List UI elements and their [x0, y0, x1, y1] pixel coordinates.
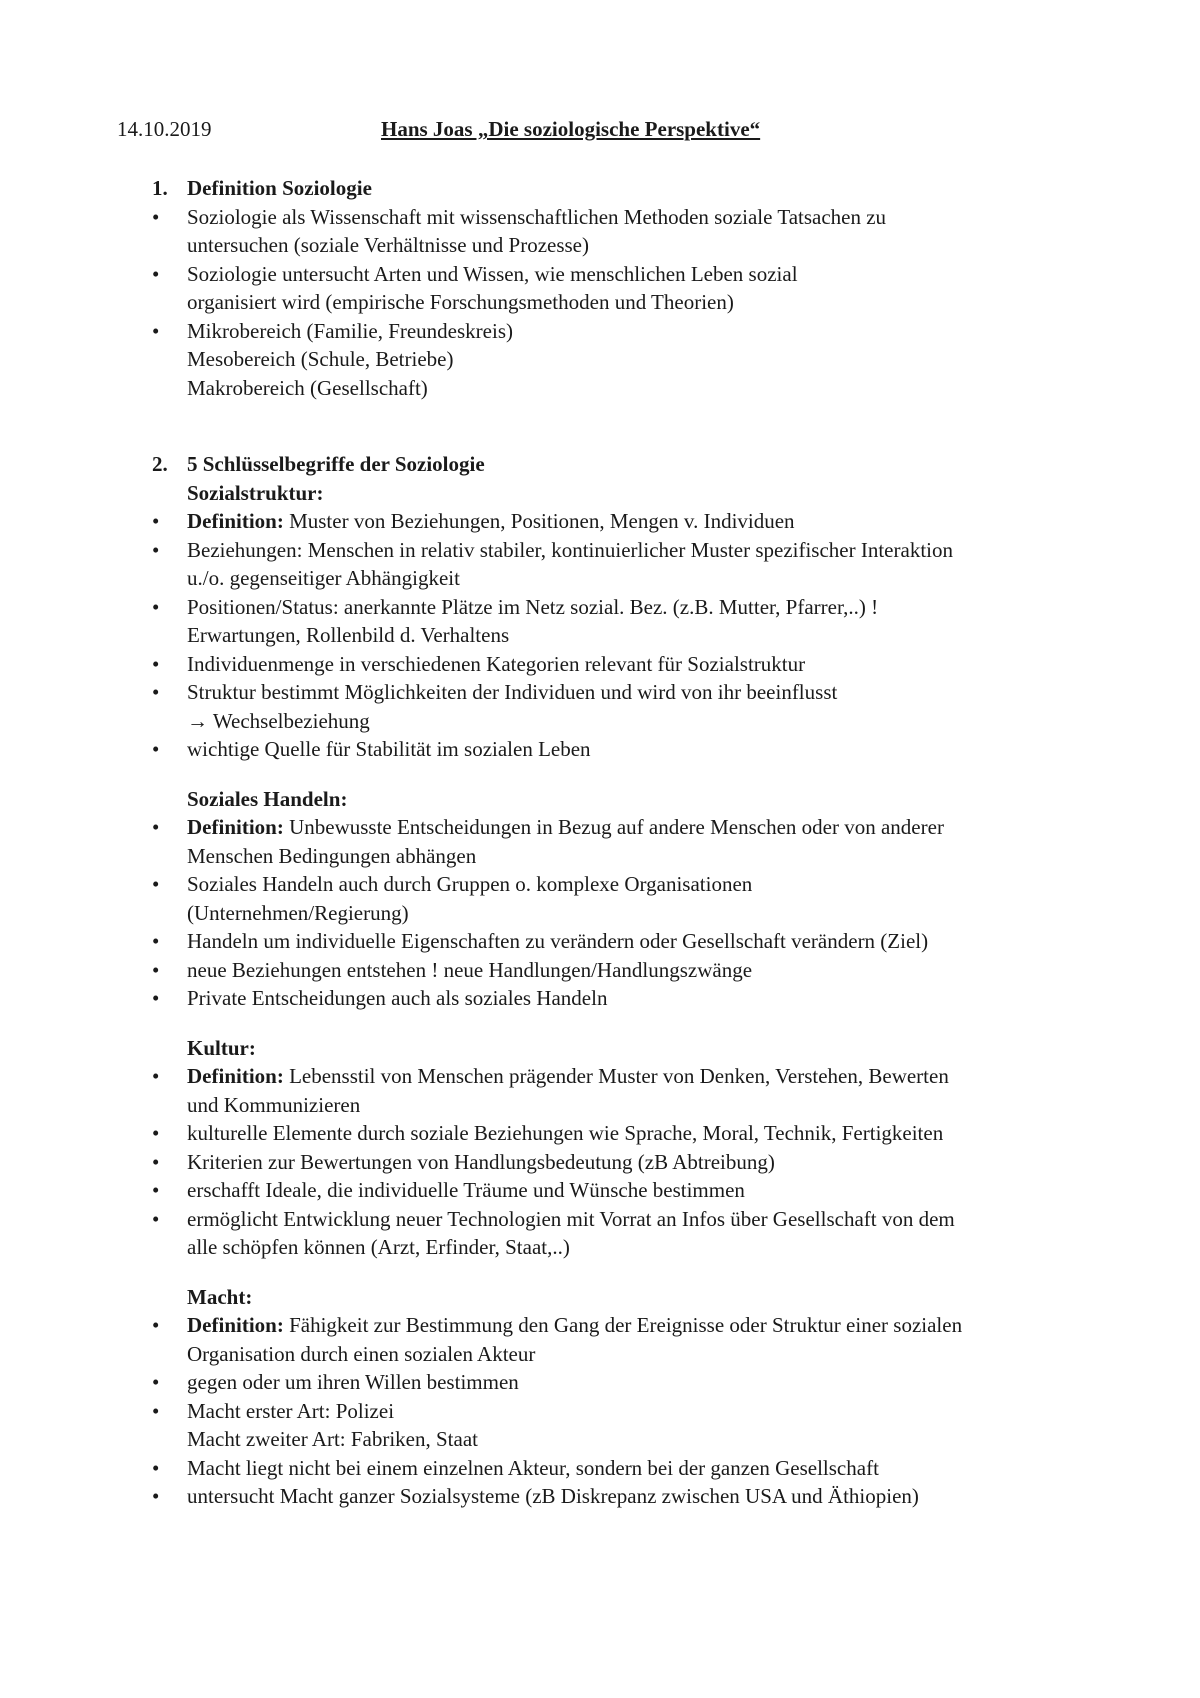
bullet-icon: • [152, 1398, 160, 1423]
document-body [152, 174, 1102, 1511]
list-item-text: Mikrobereich (Familie, Freundeskreis) [187, 318, 513, 343]
list-item-text: Soziologie als Wissenschaft mit wissenschaftlichen Methoden soziale Tatsachen zu [187, 204, 887, 229]
list-item [152, 678, 1102, 735]
list-item [152, 1311, 1102, 1368]
bullet-list-sozialstruktur [152, 507, 1102, 764]
list-item-text: (Unternehmen/Regierung) [187, 900, 409, 925]
section-title: 5 Schlüsselbegriffe der Soziologie [187, 452, 485, 476]
bullet-icon: • [152, 957, 160, 982]
subheading-macht: Macht: [187, 1284, 253, 1309]
list-item [152, 1368, 1102, 1397]
list-item [152, 260, 1102, 317]
bullet-icon: • [152, 509, 160, 533]
definition-label: Definition: [187, 509, 284, 533]
list-item-text: Fähigkeit zur Bestimmung den Gang der Ereignisse oder Struktur einer sozialen [283, 1313, 963, 1337]
list-item-text: Unbewusste Entscheidungen in Bezug auf andere Menschen oder von anderer [283, 815, 944, 839]
definition-label: Definition: [187, 815, 284, 839]
bullet-icon: • [152, 680, 160, 704]
list-item-text: untersucht Macht ganzer Sozialsysteme (zB Diskrepanz zwischen USA und Äthiopien) [187, 1484, 919, 1508]
bullet-icon: • [152, 1178, 160, 1202]
document-title: Hans Joas „Die soziologische Perspektive“ [381, 117, 761, 141]
bullet-icon: • [152, 594, 160, 619]
list-item [152, 1062, 1102, 1119]
document-date: 14.10.2019 [117, 117, 212, 141]
list-item-text: Beziehungen: Menschen in relativ stabiler, kontinuierlicher Muster spezifischer Interaktion [187, 537, 953, 562]
list-item [152, 984, 1102, 1013]
bullet-list-kultur [152, 1062, 1102, 1262]
bullet-icon: • [152, 986, 160, 1010]
section-number: 1. [152, 176, 168, 200]
list-item [152, 1482, 1102, 1511]
bullet-list-macht [152, 1311, 1102, 1511]
list-item-text: Macht liegt nicht bei einem einzelnen Akteur, sondern bei der ganzen Gesellschaft [187, 1455, 879, 1480]
list-item [152, 1397, 1102, 1454]
list-item [152, 870, 1102, 927]
list-item [152, 1454, 1102, 1483]
list-item [152, 317, 1102, 403]
list-item-text: Muster von Beziehungen, Positionen, Mengen v. Individuen [283, 509, 795, 533]
list-item-text: Macht erster Art: Polizei [187, 1398, 395, 1423]
subheading-kultur: Kultur: [187, 1035, 256, 1060]
list-item-text: und Kommunizieren [187, 1092, 361, 1117]
list-item-text: Mesobereich (Schule, Betriebe) [187, 347, 454, 371]
list-item-text: gegen oder um ihren Willen bestimmen [187, 1370, 519, 1394]
subheading-soziales-handeln: Soziales Handeln: [187, 786, 348, 811]
bullet-icon: • [152, 1455, 160, 1480]
list-item-text: Soziologie untersucht Arten und Wissen, wie menschlichen Leben sozial [187, 261, 798, 286]
bullet-icon: • [152, 1313, 160, 1337]
list-item-text: neue Beziehungen entstehen ! neue Handlungen/Handlungszwänge [187, 957, 753, 982]
list-item [152, 593, 1102, 650]
bullet-icon: • [152, 1149, 160, 1174]
list-item-text: kulturelle Elemente durch soziale Beziehungen wie Sprache, Moral, Technik, Fertigkeiten [187, 1121, 944, 1145]
list-item [152, 1148, 1102, 1177]
list-item-text: → Wechselbeziehung [187, 708, 370, 733]
bullet-icon: • [152, 1206, 160, 1231]
bullet-list-definition [152, 203, 1102, 403]
list-item-text: u./o. gegenseitiger Abhängigkeit [187, 566, 460, 590]
bullet-icon: • [152, 537, 160, 562]
list-item-text: Menschen Bedingungen abhängen [187, 843, 477, 868]
list-item-text: organisiert wird (empirische Forschungsmethoden und Theorien) [187, 290, 734, 314]
definition-label: Definition: [187, 1064, 284, 1088]
bullet-icon: • [152, 1121, 160, 1145]
list-item-text: wichtige Quelle für Stabilität im sozialen Leben [187, 737, 591, 761]
subheading-sozialstruktur: Sozialstruktur: [187, 480, 324, 505]
bullet-icon: • [152, 872, 160, 896]
list-item [152, 1205, 1102, 1262]
list-item [152, 507, 1102, 536]
list-item-text: ermöglicht Entwicklung neuer Technologien mit Vorrat an Infos über Gesellschaft von dem [187, 1206, 955, 1231]
list-item-text: Macht zweiter Art: Fabriken, Staat [187, 1427, 478, 1451]
list-item [152, 1176, 1102, 1205]
list-item-text: Erwartungen, Rollenbild d. Verhaltens [187, 623, 510, 647]
bullet-icon: • [152, 204, 160, 229]
list-item-text: Handeln um individuelle Eigenschaften zu verändern oder Gesellschaft verändern (Ziel) [187, 929, 929, 953]
list-item-text: Organisation durch einen sozialen Akteur [187, 1341, 536, 1366]
list-item-text: Private Entscheidungen auch als soziales Handeln [187, 986, 608, 1010]
bullet-icon: • [152, 929, 160, 953]
list-item-text: Lebensstil von Menschen prägender Muster von Denken, Verstehen, Bewerten [283, 1064, 949, 1088]
list-item-text: Positionen/Status: anerkannte Plätze im Netz sozial. Bez. (z.B. Mutter, Pfarrer,..) ! [187, 594, 879, 619]
list-item-text: Individuenmenge in verschiedenen Kategorien relevant für Sozialstruktur [187, 651, 806, 676]
bullet-icon: • [152, 815, 160, 839]
bullet-icon: • [152, 651, 160, 676]
list-item-text: Soziales Handeln auch durch Gruppen o. komplexe Organisationen [187, 872, 753, 896]
list-item [152, 650, 1102, 679]
list-item [152, 1119, 1102, 1148]
section-title: Definition Soziologie [187, 176, 372, 200]
bullet-icon: • [152, 1064, 160, 1088]
list-item [152, 956, 1102, 985]
list-item [152, 927, 1102, 956]
section-number: 2. [152, 452, 168, 476]
document-header [117, 115, 1097, 145]
section-heading-schluesselbegriffe [152, 450, 1102, 479]
list-item-text: alle schöpfen können (Arzt, Erfinder, Staat,..) [187, 1235, 570, 1259]
list-item [152, 536, 1102, 593]
bullet-icon: • [152, 1484, 160, 1508]
bullet-icon: • [152, 261, 160, 286]
bullet-list-soziales-handeln [152, 813, 1102, 1013]
list-item-text: untersuchen (soziale Verhältnisse und Prozesse) [187, 233, 589, 257]
list-item-text: erschafft Ideale, die individuelle Träume und Wünsche bestimmen [187, 1178, 745, 1202]
bullet-icon: • [152, 318, 160, 343]
list-item [152, 735, 1102, 764]
list-item-text: Kriterien zur Bewertungen von Handlungsbedeutung (zB Abtreibung) [187, 1149, 775, 1174]
bullet-icon: • [152, 737, 160, 761]
list-item-text: Makrobereich (Gesellschaft) [187, 375, 428, 400]
bullet-icon: • [152, 1370, 160, 1394]
list-item [152, 813, 1102, 870]
list-item [152, 203, 1102, 260]
definition-label: Definition: [187, 1313, 284, 1337]
list-item-text: Struktur bestimmt Möglichkeiten der Individuen und wird von ihr beeinflusst [187, 680, 838, 704]
section-heading-definition-soziologie [152, 174, 1102, 203]
